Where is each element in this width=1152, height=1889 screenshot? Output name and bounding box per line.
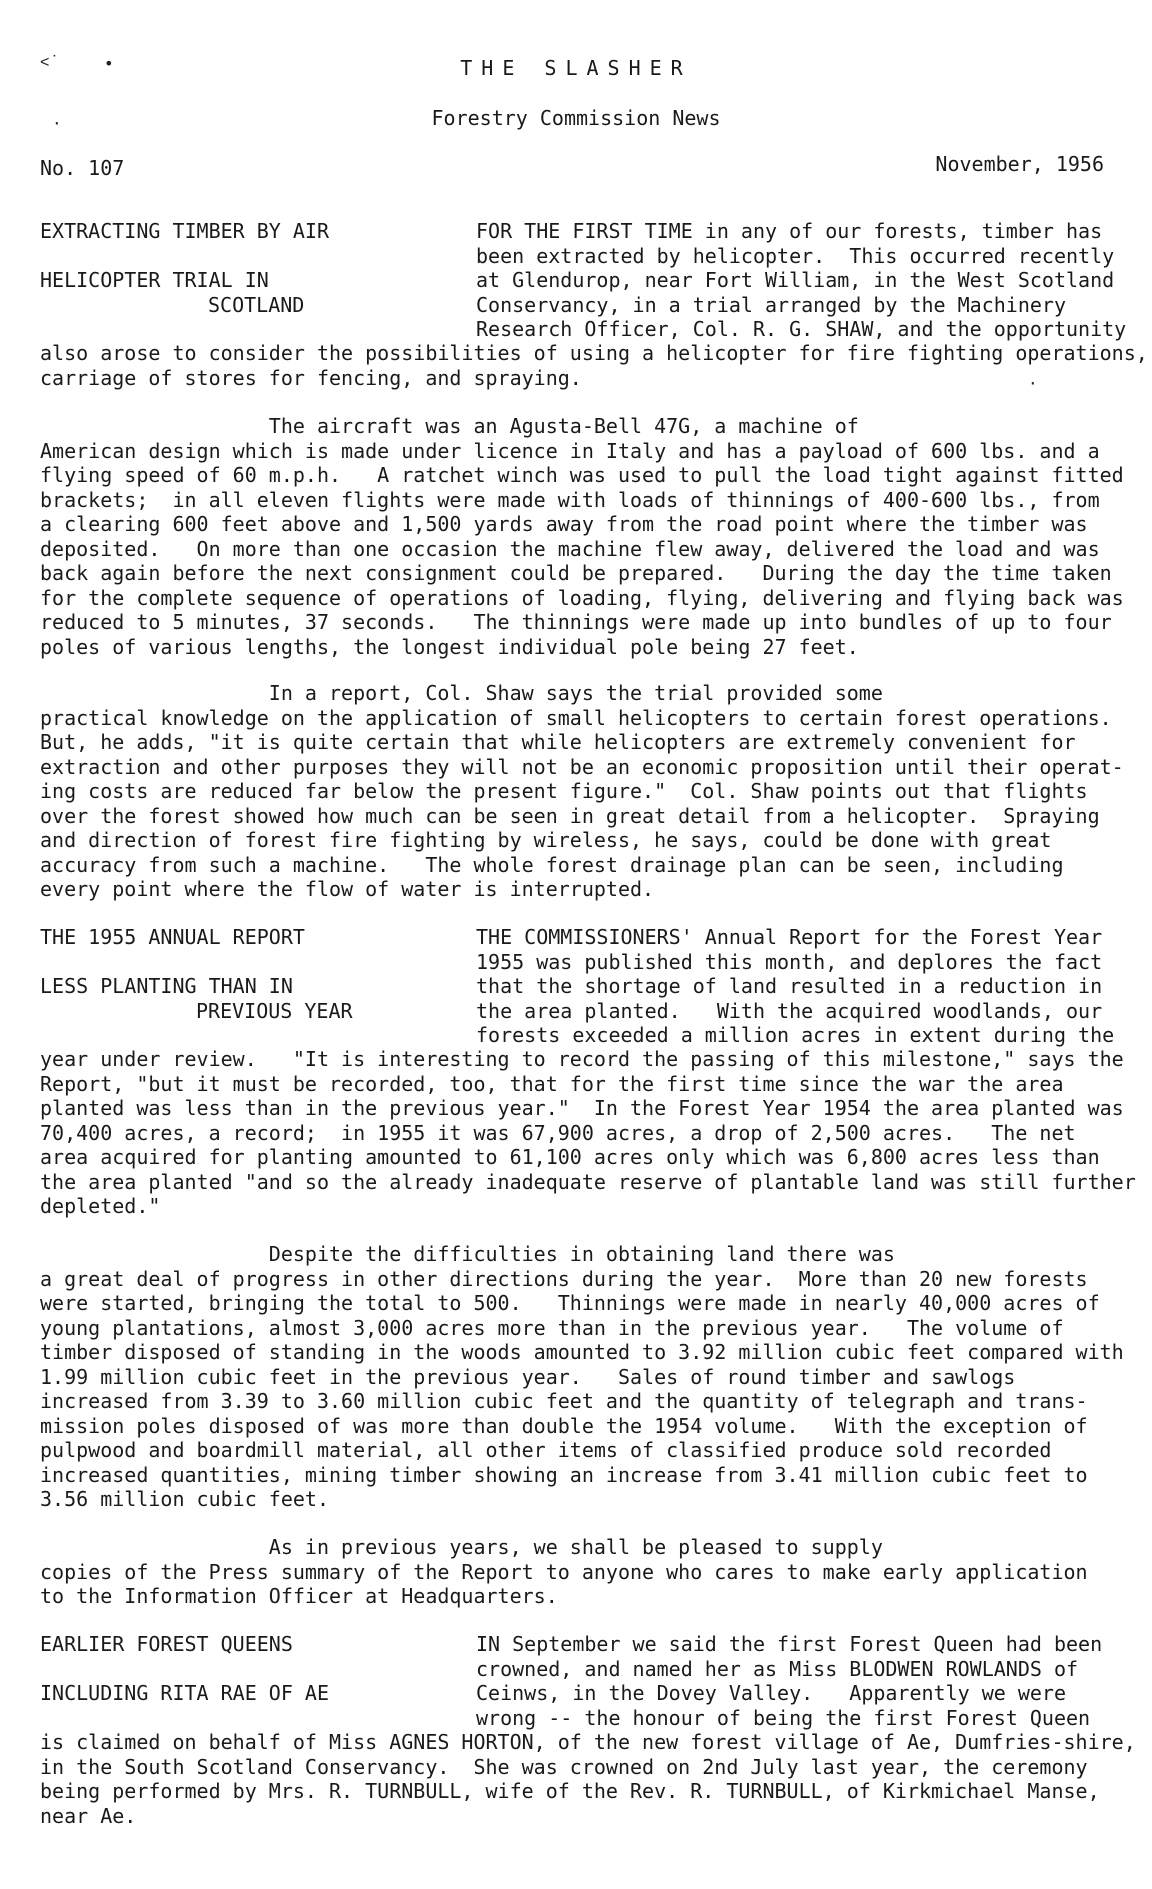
lead-line: Conservancy, in a trial arranged by the Machinery [476,292,1067,317]
lead-line: been extracted by helicopter. This occurred recently [476,243,1115,268]
article-heading-main: THE 1955 ANNUAL REPORT [40,925,305,949]
lead-line: 1955 was published this month, and deplores the fact [476,949,1103,974]
lead-line: wrong -- the honour of being the first Forest Queen [476,1705,1091,1730]
scan-speck: · [52,114,62,133]
article-paragraph: year under review. "It is interesting to record the passing of this milestone," says the Report, "but it must be recorded, too, that for the first time since the war the area planted was less than in the previous year." In the Forest Year 1954 the area planted was 70,400 acres, a record; in 1955 it was 67,900 acres, a drop of 2,500 acres. The net area acquired for planting amounted to 61,100 acres only which was 6,800 acres less than the area planted "and so the already inadequate reserve of plantable land was still further depleted." [40,1047,1136,1218]
scan-speck: • [104,54,114,73]
lead-line: THE COMMISSIONERS' Annual Report for the Forest Year [476,925,1103,949]
lead-line: Research Officer, Col. R. G. SHAW, and the opportunity [476,317,1127,341]
article-heading-main: EXTRACTING TIMBER BY AIR [40,219,329,243]
article-heading-sub-2: PREVIOUS YEAR [196,998,353,1023]
masthead-title: THE SLASHER [460,56,692,80]
article-headings [40,219,470,317]
article-paragraph: also arose to consider the possibilities of using a helicopter for fire fighting operations, carriage of stores for fencing, and spraying. [40,341,1148,390]
article-headings [40,1632,470,1706]
scan-speck: ˂˙ [40,52,60,71]
lead-line: at Glendurор, near Fort William, in the West Scotland [476,268,1115,292]
article-lead [476,1632,1136,1730]
article-lead [476,925,1136,1048]
article-paragraph: In a report, Col. Shaw says the trial provided some practical knowledge on the application of small helicopters to certain forest operations. But, he adds, "it is quite certain that while helicopters are extremely convenient for extraction and other purposes they will not be an economic proposition until their operat- ing costs are reduced far below the present figure." Col. Shaw points out that flights over the forest showed how much can be seen in great detail from a helicopter. Spraying and direction of forest fire fighting by wireless, he says, could be done with great accuracy from such a machine. The whole forest drainage plan can be seen, including every point where the flow of water is interrupted. [40,681,1124,901]
article-paragraph: is claimed on behalf of Miss AGNES HORTON, of the new forest village of Ae, Dumfries-shire, in the South Scotland Conservancy. She was crowned on 2nd July last year, the ceremony being performed by Mrs. R. TURNBULL, wife of the Rev. R. TURNBULL, of Kirkmichael Manse, near Ae. [40,1730,1136,1828]
article-heading-sub: LESS PLANTING THAN IN [40,974,293,998]
issue-date: November, 1956 [935,152,1104,176]
article-heading-main: EARLIER FOREST QUEENS [40,1632,293,1656]
lead-line: FOR THE FIRST TIME in any of our forests, timber has [476,219,1103,243]
scan-speck: · [1028,374,1038,393]
lead-line: crowned, and named her as Miss BLODWEN ROWLANDS of [476,1656,1079,1681]
article-heading-sub-2: SCOTLAND [208,292,305,317]
article-heading-sub: INCLUDING RITA RAE OF AE [40,1681,329,1705]
lead-line: Ceinws, in the Dovey Valley. Apparently we were [476,1681,1067,1705]
article-paragraph: Despite the difficulties in obtaining land there was a great deal of progress in other directions during the year. More than 20 new forests were started, bringing the total to 500. Thinnings were made in nearly 40,000 acres of young plantations, almost 3,000 acres more than in the previous year. The volume of timber disposed of standing in the woods amounted to 3.92 million cubic feet compared with 1.99 million cubic feet in the previous year. Sales of round timber and sawlogs increased from 3.39 to 3.60 million cubic feet and the quantity of telegraph and trans- mission poles disposed of was more than double the 1954 volume. With the exception of pulpwood and boardmill material, all other items of classified produce sold recorded increased quantities, mining timber showing an increase from 3.41 million cubic feet to 3.56 million cubic feet. [40,1242,1124,1511]
article-lead [476,219,1136,342]
lead-line: forests exceeded a million acres in extent during the [476,1023,1115,1047]
article-paragraph: As in previous years, we shall be pleased to supply copies of the Press summary of the Report to anyone who cares to make early application to the Information Officer at Headquarters. [40,1535,1088,1608]
lead-line: that the shortage of land resulted in a reduction in [476,974,1103,998]
article-paragraph: The aircraft was an Agusta-Bell 47G, a machine of American design which is made under licence in Italy and has a payload of 600 lbs. and a flying speed of 60 m.p.h. A ratchet winch was used to pull the load tight against fitted brackets; in all eleven flights were made with loads of thinnings of 400-600 lbs., from a clearing 600 feet above and 1,500 yards away from the road point where the timber was deposited. On more than one occasion the machine flew away, delivered the load and was back again before the next consignment could be prepared. During the day the time taken for the complete sequence of operations of loading, flying, delivering and flying back was reduced to 5 minutes, 37 seconds. The thinnings were made up into bundles of up to four poles of various lengths, the longest individual pole being 27 feet. [40,414,1124,659]
issue-number: No. 107 [40,156,125,180]
lead-line: IN September we said the first Forest Queen had been [476,1632,1103,1656]
article-heading-sub: HELICOPTER TRIAL IN [40,268,269,292]
article-headings [40,925,470,1023]
masthead-subtitle: Forestry Commission News [431,106,721,130]
lead-line: the area planted. With the acquired woodlands, our [476,998,1103,1023]
